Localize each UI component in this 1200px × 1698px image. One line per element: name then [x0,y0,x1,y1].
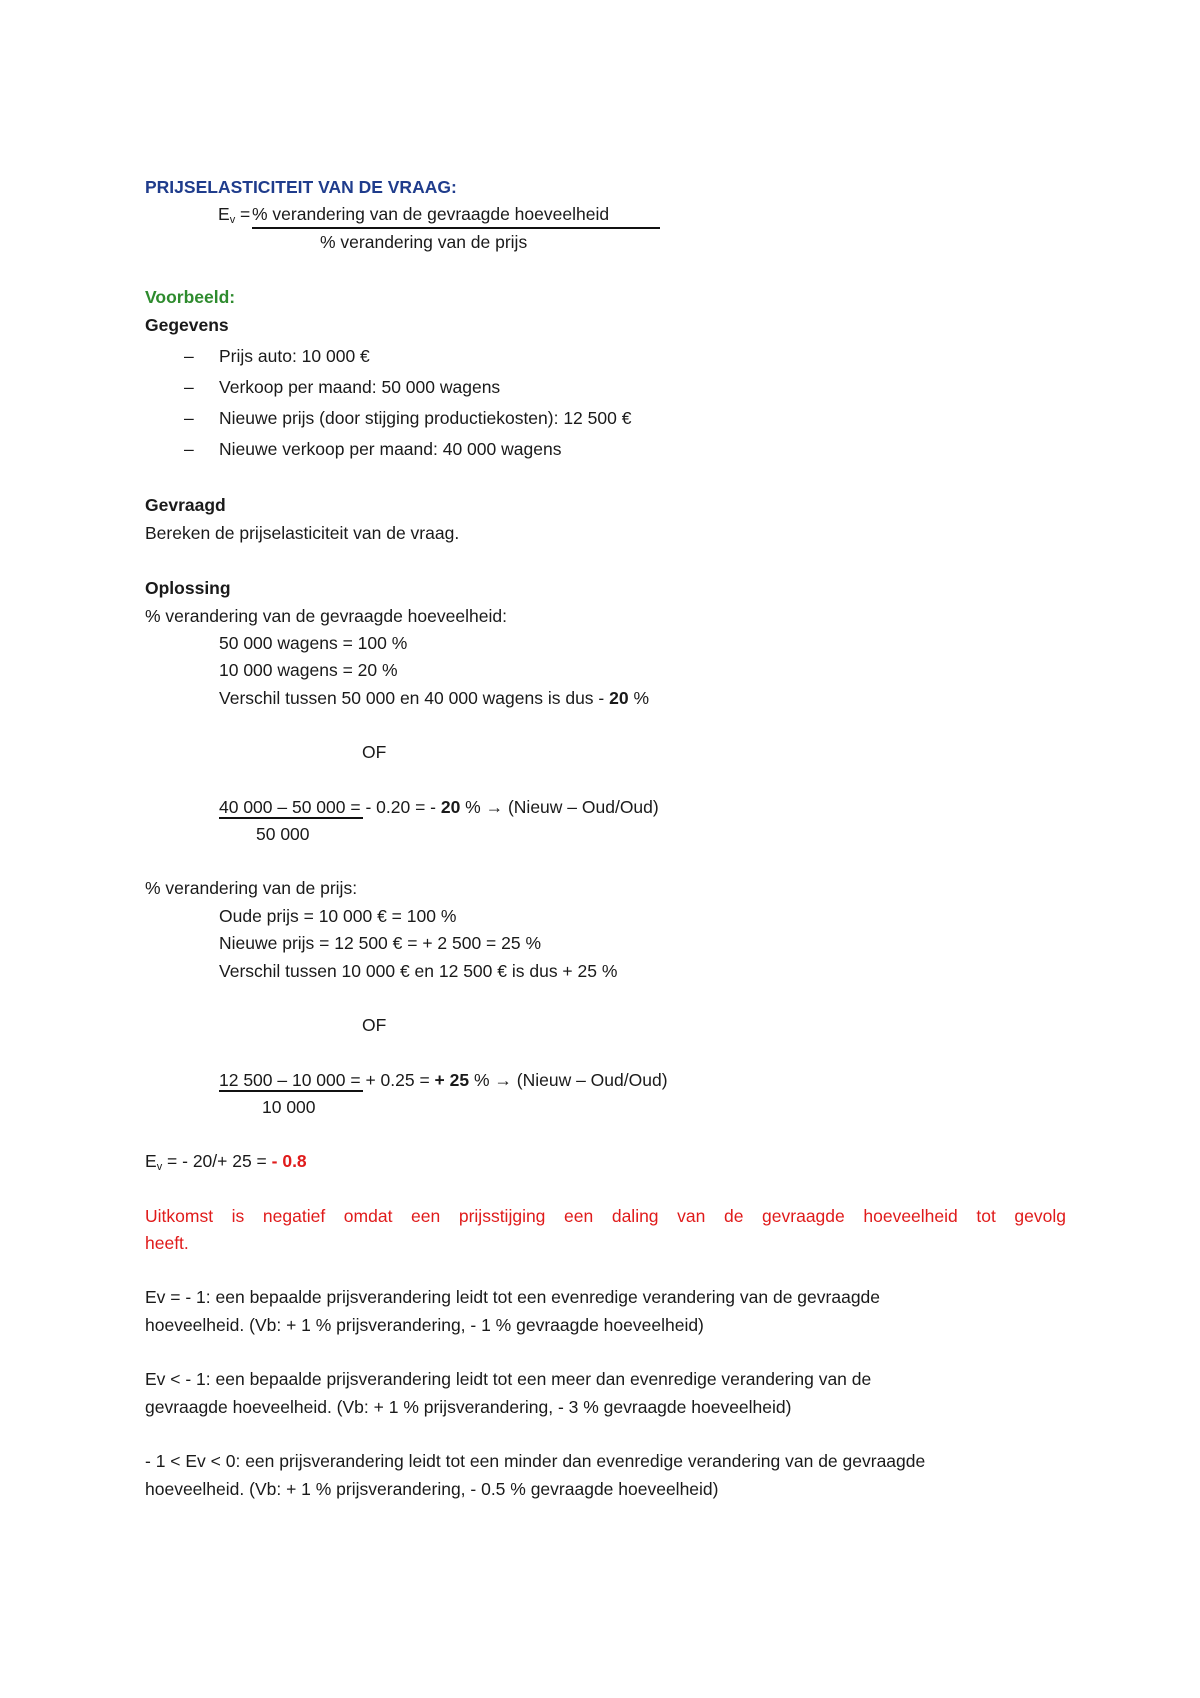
bullet-dash: – [184,439,194,459]
arrow-right-icon: → [494,1070,512,1090]
result-value: - 0.8 [271,1151,307,1171]
result-line: $E_v$ = - 20/+ 25 = - 0.8 [145,1151,307,1173]
conclusion-line-1: Uitkomst is negatief omdat een prijsstijging een daling van de gevraagde hoeveelheid tot gevolg [145,1206,1066,1226]
case-3-line-1: - 1 < Ev < 0: een prijsverandering leidt tot een minder dan evenredige verandering van de gevraagde [145,1451,926,1471]
example-heading: Voorbeeld: [145,287,236,307]
qty-heading: % verandering van de gevraagde hoeveelheid: [145,606,507,626]
qty-fraction-numerator: 40 000 – 50 000 [219,797,346,817]
arrow-right-icon: → [485,797,504,817]
price-heading: % verandering van de prijs: [145,878,358,898]
case-2-line-2: gevraagde hoeveelheid. (Vb: + 1 % prijsverandering, - 3 % gevraagde hoeveelheid) [145,1397,792,1417]
qty-line-3: Verschil tussen 50 000 en 40 000 wagens is dus - 20 % [219,688,650,708]
price-fraction-expression: 12 500 – 10 000 = + 0.25 = + 25 % → (Nieuw – Oud/Oud) [219,1070,668,1090]
qty-line-1: 50 000 wagens = 100 % [219,633,408,653]
formula-fraction-line [252,227,660,229]
case-3-line-2: hoeveelheid. (Vb: + 1 % prijsverandering, - 0.5 % gevraagde hoeveelheid) [145,1479,719,1499]
bullet-dash: – [184,408,194,428]
price-fraction-line [219,1090,363,1092]
bullet-dash: – [184,377,194,397]
qty-line-2: 10 000 wagens = 20 % [219,660,398,680]
price-line-1: Oude prijs = 10 000 € = 100 % [219,906,457,926]
qty-or: OF [362,742,387,762]
price-line-3: Verschil tussen 10 000 € en 12 500 € is dus + 25 % [219,961,618,981]
qty-fraction-line [219,817,363,819]
case-1-line-2: hoeveelheid. (Vb: + 1 % prijsverandering, - 1 % gevraagde hoeveelheid) [145,1315,704,1335]
bullet-dash: – [184,346,194,366]
asked-heading: Gevraagd [145,495,226,515]
list-item: Verkoop per maand: 50 000 wagens [219,377,501,397]
price-fraction-numerator: 12 500 – 10 000 [219,1070,346,1090]
price-line-2: Nieuwe prijs = 12 500 € = + 2 500 = 25 % [219,933,542,953]
conclusion-line-2: heeft. [145,1233,189,1253]
price-fraction-denominator: 10 000 [262,1097,316,1117]
solution-heading: Oplossing [145,578,231,598]
qty-fraction-denominator: 50 000 [256,824,310,844]
case-1-line-1: Ev = - 1: een bepaalde prijsverandering leidt tot een evenredige verandering van de gevraagde [145,1287,881,1307]
price-or: OF [362,1015,387,1035]
list-item: Nieuwe verkoop per maand: 40 000 wagens [219,439,562,459]
qty-fraction-expression: 40 000 – 50 000 = - 0.20 = - 20 % → (Nieuw – Oud/Oud) [219,797,659,817]
list-item: Prijs auto: 10 000 € [219,346,370,366]
case-2-line-1: Ev < - 1: een bepaalde prijsverandering leidt tot een meer dan evenredige verandering van de [145,1369,872,1389]
page-title: PRIJSELASTICITEIT VAN DE VRAAG: [145,177,457,197]
formula-numerator: % verandering van de gevraagde hoeveelheid [252,204,610,224]
formula-denominator: % verandering van de prijs [320,232,528,252]
given-heading: Gegevens [145,315,229,335]
asked-text: Bereken de prijselasticiteit van de vraag. [145,523,460,543]
list-item: Nieuwe prijs (door stijging productiekosten): 12 500 € [219,408,632,428]
formula-lhs: $E_v$ = [218,204,256,226]
